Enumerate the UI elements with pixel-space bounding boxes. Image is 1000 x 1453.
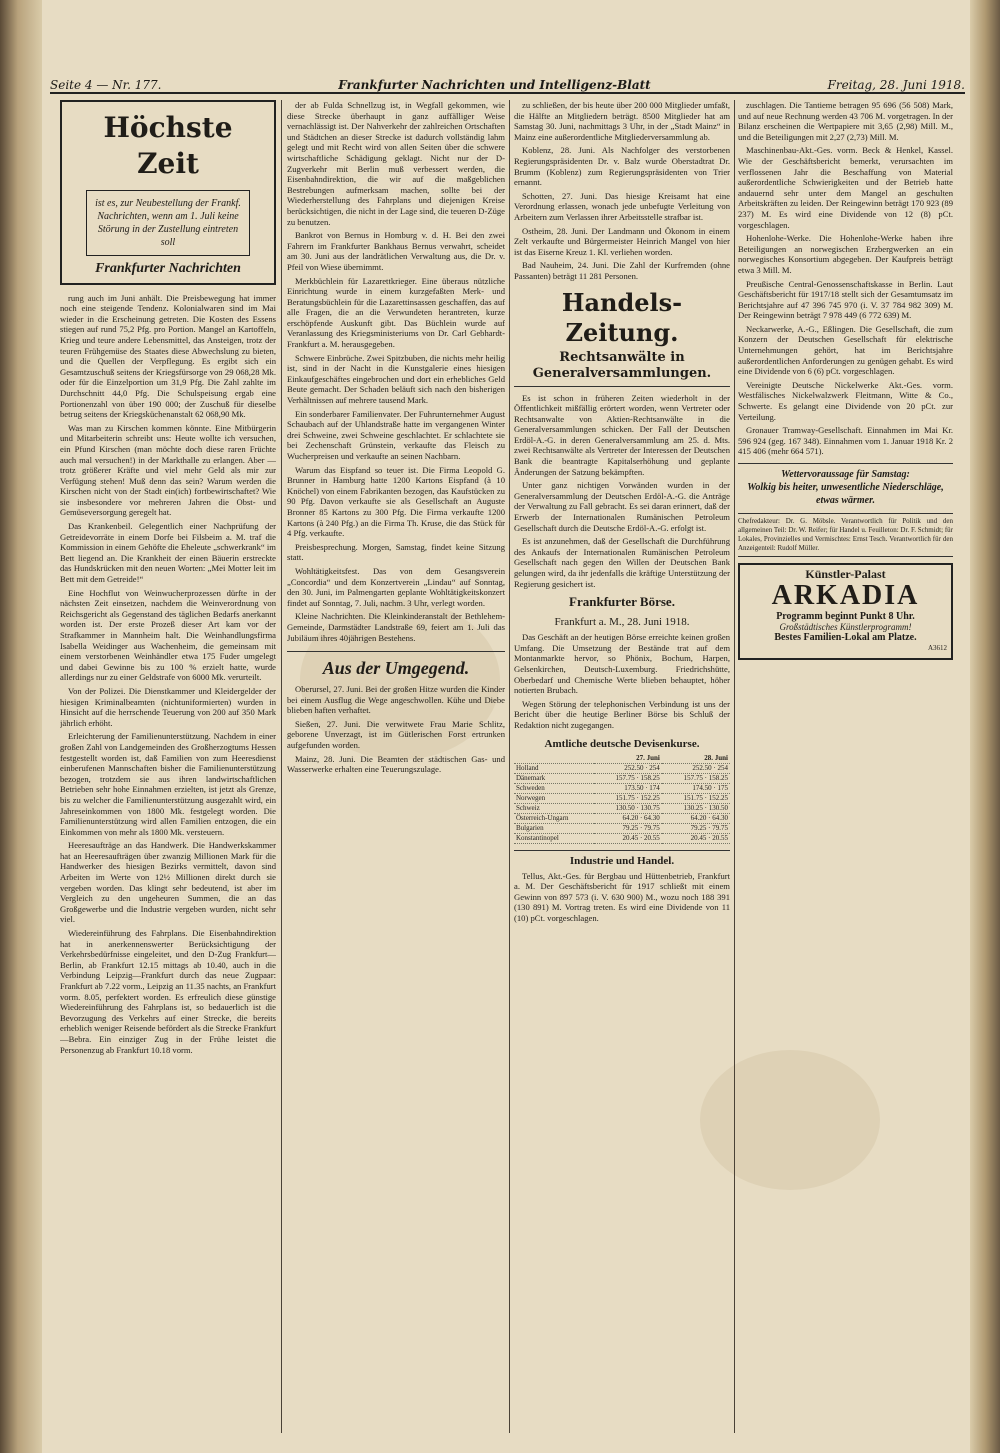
- article-paragraph: Preisbesprechung. Morgen, Samstag, findet keine Sitzung statt.: [287, 541, 505, 563]
- table-row: [514, 773, 730, 783]
- article-paragraph: Bad Nauheim, 24. Juni. Die Zahl der Kurfremden (ohne Passanten) beträgt 11 281 Personen.: [514, 260, 730, 281]
- header-masthead: Frankfurter Nachrichten und Intelligenz-Blatt: [338, 78, 651, 92]
- table-cell: 130.50 · 130.75: [594, 803, 662, 813]
- ad-program: Programm beginnt Punkt 8 Uhr.: [776, 610, 915, 622]
- article-paragraph: Wiedereinführung des Fahrplans. Die Eisenbahndirektion hat in anerkennenswerter Berücksichtigung der Verkehrsbedürfnisse eingeleitet, und den D-Zug Frankfurt—Berlin, ab Frankfurt 12.15 mittags ab 10.40, auch in die Verbindung Leipzig—Frankfurt durch das neue Zugpaar: Frankfurt ab 7.22 vorm., Leipzig an 11.35 nachts, an Frankfurt vorm. 8.05, perfektert worden. Es erfreulich diese günstige Wiedereinführung des Fahrplans ist, so bedauerlich ist die Bevorzugung des Verkehrs auf einer Strecke, die bereits erheblich weniger Reisende befördert als die Strecke Frankfurt—Bebra. Ein einziger Zug in der Frühe leistet die Personenzug ab Frankfurt 10.18 vorm.: [60, 928, 276, 1055]
- ad-tagline: Großstädtisches Künstlerprogramm!: [779, 622, 912, 633]
- table-cell: 157.75 · 158.25: [594, 773, 662, 783]
- article-paragraph: zu schließen, der bis heute über 200 000 Mitglieder umfaßt, die Hälfte an Mitgliedern beträgt. 8500 Mitglieder hat am Samstag 30. Juni, nachmittags 3 Uhr, in der „Stadt Mainz“ in Mainz eine außerordentliche Mitgliederversammlung ab.: [514, 100, 730, 142]
- table-cell: Norwegen: [514, 793, 594, 803]
- article-paragraph: Gronauer Tramway-Gesellschaft. Einnahmen im Mai Kr. 596 924 (geg. 167 348). Einnahmen vom 1. Januar 1918 Kr. 2 415 406 (mehr 664 571).: [738, 425, 953, 457]
- table-cell: 130.25 · 130.50: [662, 803, 730, 813]
- article-paragraph: Maschinenbau-Akt.-Ges. vorm. Beck & Henkel, Kassel. Wie der Geschäftsbericht bemerkt, verursachten im verflossenen Jahr die Beschaffung von Material außerordentliche Schwierigkeiten und der Betrieb hatte andauernd sehr unter dem Mangel an geschulten Arbeitskräften zu leiden. Der Reingewinn beträgt 170 923 (89 237) M. Es wird eine Dividende von 12 (8) pCt. vorgeschlagen.: [738, 145, 953, 230]
- table-cell: Schweiz: [514, 803, 594, 813]
- article-paragraph: Es ist anzunehmen, daß der Gesellschaft die Durchführung des Ankaufs der Internationalen Rumänischen Petroleum Gesellschaft nach gegen den Willen der Deutschen Bank gelungen wird, da ihr jedenfalls die kräftige Unterstützung der Regierung gesichert ist.: [514, 536, 730, 589]
- table-cell: Bulgarien: [514, 823, 594, 833]
- article-paragraph: Eine Hochflut von Weinwucherprozessen dürfte in der nächsten Zeit einsetzen, nachdem die Weinverordnung von Reichsgericht als Gegenstand des täglichen Bedarfs anerkannt worden ist. Der erste Prozeß dieser Art kam vor der Strafkammer in Mannheim halt. Die Weinhandlungsfirma Isabella Weidinger aus Wachenheim, die gemeinsam mit einem verstorbenen Weinhändler etwa 175 Fuder umgelegt und dabei Gewinne bis zu 100 % erzielt hatte, wurde allerdings nur zu einer Geldstrafe von 6000 Mk. verurteilt.: [60, 587, 276, 683]
- column-rule: [509, 100, 510, 1433]
- table-cell: 64.20 · 64.30: [594, 813, 662, 823]
- article-paragraph: Schotten, 27. Juni. Das hiesige Kreisamt hat eine Verordnung erlassen, wonach jede unbefugte Verleitung von Arbeitern zum Verlassen ihrer Arbeitsstelle strafbar ist.: [514, 190, 730, 222]
- article-paragraph: Kleine Nachrichten. Die Kleinkinderanstalt der Bethlehem-Gemeinde, Darmstädter Landstraße 69, feiert am 1. Juli das Jubiläum ihres 40jährigen Bestehens.: [287, 611, 505, 643]
- article-paragraph: Mainz, 28. Juni. Die Beamten der städtischen Gas- und Wasserwerke erhalten eine Teuerungszulage.: [287, 753, 505, 775]
- weather-forecast: [738, 463, 953, 507]
- article-paragraph: Heeresaufträge an das Handwerk. Die Handwerkskammer hat an Heeresaufträgen über zwanzig Millionen Mark für die Handwerker des hiesigen Bezirks vermittelt, davon sind Arbeiten im Werte von 12½ Millionen direkt durch sie vergeben worden. Das klingt sehr bedeutend, ist aber im Vergleich zu den ungeheuren Summen, die an das Großgewerbe und die Industrie vergeben wurden, nicht sehr viel.: [60, 840, 276, 925]
- article-paragraph: Tellus, Akt.-Ges. für Bergbau und Hüttenbetrieb, Frankfurt a. M. Der Geschäftsbericht für 1917 schließt mit einem Gewinn von 897 573 (i. V. 630 900) M., wozu noch 188 391 (130 891) M. Vortrag treten. Es wird eine Dividende von 11 (10) pCt. vorgeschlagen.: [514, 870, 730, 923]
- book-binding: [0, 0, 42, 1453]
- article-paragraph: Hohenlohe-Werke. Die Hohenlohe-Werke haben ihre Beteiligungen an norwegischen Erzbergwerken an ein norwegisches Konsortium abgegeben. Der Kaufpreis beträgt etwa 3 Mill. M.: [738, 233, 953, 275]
- industrie-heading: Industrie und Handel.: [514, 850, 730, 868]
- article-paragraph: Das Krankenbeil. Gelegentlich einer Nachprüfung der Getreidevorräte in einem Dorfe bei Filsbeim a. M. traf die Kommission in einem Gehöfte die Eheleute „schwerkrank“ im Bett liegend an. Die Krankheit der einen Bäuerin erstreckte das Hundskrücken mit den neuen Worten: „Mei Motter leit im Bett mit dem Getreide!“: [60, 521, 276, 585]
- devisen-table: [514, 754, 730, 844]
- table-cell: Holland: [514, 763, 594, 773]
- article-paragraph: Unter ganz nichtigen Vorwänden wurden in der Generalversammlung der Deutschen Erdöl-A.-G. die Anträge der Verwaltung zu Fall gebracht. Es sei daran erinnert, daß der Erwerb der Internationalen Rumänischen Petroleum Gesellschaft durch die Deutsche Erdöl-A.-G. erfolgt ist.: [514, 480, 730, 533]
- table-cell: Konstantinopel: [514, 833, 594, 843]
- article-paragraph: Merkbüchlein für Lazarettkrieger. Eine überaus nützliche Einrichtung wurde in einem kurzgefaßten Merk- und Beratungsbüchlein für die Lazarettinsassen geschaffen, das auf alle Fragen, die an die Verwundeten herantreten, kurze erschöpfende Auskunft gibt. Das Büchlein wurde auf Veranlassung des Kriegsministeriums von Dr. Carl Gebhardt-Frankfurt a. M. herausgegeben.: [287, 275, 505, 350]
- table-row: [514, 833, 730, 843]
- table-cell: 79.25 · 79.75: [662, 823, 730, 833]
- table-title: Amtliche deutsche Devisenkurse.: [544, 737, 700, 750]
- column-3: [514, 100, 730, 1433]
- column-rule: [281, 100, 282, 1433]
- table-cell: 151.75 · 152.25: [594, 793, 662, 803]
- table-cell: 157.75 · 158.25: [662, 773, 730, 783]
- article-paragraph: Es ist schon in früheren Zeiten wiederholt in der Öffentlichkeit mißfällig erörtert worden, wenn Vertreter oder Rechtsanwalte von Aktien-Rechtsanwälte in die Generalversammlungen schicken. Der Fall der Deutschen Erdöl-A.-G. in deren Generalversammlung am 25. d. Mts. zwei Rechtsanwälte als Vertreter der Interessen der Deutschen Bank die beantragte Kapitalserhöhung und geplante Änderungen der Satzung bekämpften.: [514, 392, 730, 477]
- article-paragraph: rung auch im Juni anhält. Die Preisbewegung hat immer noch eine steigende Tendenz. Kolonialwaren sind im Mai wieder in die Erscheinung getreten. Die Kosten des Essens stiegen auf rund 75,2 Pfg. pro Portion. Mangel an Kartoffeln, Krieg und teure andere Lebensmittel, das Ansteigen, trotz der teuren Frühgemüse des Staates diese Abwechslung zu bieten, und die Quellen der Verpflegung. Es ergibt sich ein Gesamtzuschuß seitens der Kriegsfürsorge von 29 068,28 Mk. oder für die Einzelportion um 31,9 Pfg. Die Zahl zahlte im Durchschnitt 44,0 Pfg. Die Schulspeisung ergab eine Portionenzahl von über 190 000; der Zuschuß für dieselbe betrug seitens der Kriegsküchenanstalt 62 068,90 Mk.: [60, 292, 276, 420]
- boerse-heading: Frankfurter Börse.: [569, 594, 675, 610]
- article-paragraph: Koblenz, 28. Juni. Als Nachfolger des verstorbenen Regierungspräsidenten Dr. v. Balz wurde Oberstadtrat Dr. Brumm (Koblenz) zum Regierungspräsidenten von Trier ernannt.: [514, 145, 730, 188]
- ad-slogan: Bestes Familien-Lokal am Platze.: [774, 631, 917, 643]
- section-heading-handels-zeitung: Handels-Zeitung.: [561, 287, 683, 347]
- page-header: [50, 72, 965, 94]
- ad-name: ARKADIA: [771, 579, 920, 611]
- table-cell: Österreich-Ungarn: [514, 813, 594, 823]
- article-paragraph: Ostheim, 28. Juni. Der Landmann und Ökonom in einem Zelt verkaufte und Bürgermeister Heinrich Mangel von hier ist das Eiserne Kreuz 1. Kl. verliehen worden.: [514, 225, 730, 257]
- column-rule: [734, 100, 735, 1433]
- article-paragraph: Warum das Eispfand so teuer ist. Die Firma Leopold G. Brunner in Hamburg hatte 1200 Kartons Eispfand (à 10 Knöchel) von einem Fabrikanten bezogen, das Kaufstücken zu 90 Pfg. Davon verkaufte sie als Gesellschaft an Auguste Bronner 85 Kartons zu 300 Pfg. Die Firma verkaufte 1200 Kartons (à 240 Pfg.) an die Firma Th. Kruse, die das Stück für 4 Pfg. verkaufte.: [287, 464, 505, 539]
- table-cell: 252.50 · 254: [594, 763, 662, 773]
- table-cell: 151.75 · 152.25: [662, 793, 730, 803]
- article-paragraph: Preußische Central-Genossenschaftskasse in Berlin. Laut Geschäftsbericht für 1917/18 stellt sich der Gesamtumsatz im Berichtsjahre auf 47 396 745 970 (i. V. 37 784 982 309) M. Der Reingewinn beträgt 7 978 449 (6 772 639) M.: [738, 278, 953, 321]
- boerse-date: Frankfurt a. M., 28. Juni 1918.: [554, 616, 690, 629]
- table-row: [514, 783, 730, 793]
- article-paragraph: Vereinigte Deutsche Nickelwerke Akt.-Ges. vorm. Westfälisches Nickelwalzwerk Fleitmann, Witte & Co., Schwerte. Es gelangt eine Dividende von 20 pCt. zur Verteilung.: [738, 379, 953, 422]
- article-paragraph: Sießen, 27. Juni. Die verwitwete Frau Marie Schlitz, geborene Unverzagt, ist im Gütlerischen Forst ertrunken aufgefunden worden.: [287, 718, 505, 751]
- table-cell: 173.50 · 174: [594, 783, 662, 793]
- table-cell: 64.20 · 64.30: [662, 813, 730, 823]
- article-paragraph: Von der Polizei. Die Dienstkammer und Kleidergelder der hiesigen Kriminalbeamten (nichtuniformierten) wurden in Hinsicht auf die herrschende Teuerung von 200 auf 350 Mark jährlich erhöht.: [60, 685, 276, 728]
- article-paragraph: Was man zu Kirschen kommen könnte. Eine Mitbürgerin und Mitarbeiterin schreibt uns: Heute wollte ich versuchen, ein Pfund Kirschen (man möchte doch diese raren Früchte auch mal versuchen!) in der Markthalle zu erlangen. Aber — trotz größerer Kräfte und viel mehr Geld als mir zur Verfügung stehen! Muß denn das sein? Warum werden die Kirschen nicht von der Stadt ein(ich) fortbewirtschaftet? Wie sie insbesondere vor mehreren Jahren die Obst- und Gemüseversorgung geregelt hat.: [60, 422, 276, 518]
- article-paragraph: Das Geschäft an der heutigen Börse erreichte keinen großen Umfang. Die Umsetzung der Bestände trat auf dem Montanmarkte hervor, so Phönix, Bochum, Harpen, Gelsenkirchen, Deutsch-Luxemburg. Friedrichshütte, Oberbedarf und Chemische Werte blieben behauptet, höher notierten Brubach.: [514, 632, 730, 696]
- table-row: [514, 763, 730, 773]
- weather-text: Wolkig bis heiter, unwesentliche Niederschläge, etwas wärmer.: [747, 482, 944, 506]
- article-paragraph: Neckarwerke, A.-G., Eßlingen. Die Gesellschaft, die zum Konzern der Deutschen Gesellschaft für elektrische Unternehmungen gehört, hat im Berichtsjahre außerordentlichen Anforderungen zu genügen gehabt. Es wird eine Dividende von 6 (6) pCt. vorgeschlagen.: [738, 323, 953, 377]
- article-paragraph: Wohltätigkeitsfest. Das von dem Gesangsverein „Concordia“ und dem Konzertverein „Lindau“ auf Sonntag, den 30. Juni, im Palmengarten geplante Wohltätigkeitskonzert findet auf Sonntag, 7. Juli, nachm. 3 Uhr, verlegt worden.: [287, 565, 505, 608]
- table-cell: 252.50 · 254: [662, 763, 730, 773]
- ad-code: A3612: [927, 644, 947, 653]
- ad-venue: Künstler-Palast: [805, 567, 886, 581]
- table-row: [514, 803, 730, 813]
- article-paragraph: zuschlagen. Die Tantieme betragen 95 696 (56 508) Mark, und auf neue Rechnung werden 43 706 M. vorgetragen. In der Bilanz erscheinen die Wertpapiere mit 3,65 (2,98) Mill. M., und die Beteiligungen mit 2,27 (2,73) Mill. M.: [738, 100, 953, 142]
- column-1: [60, 100, 276, 1433]
- subscription-ad: [60, 100, 276, 285]
- table-cell: 174.50 · 175: [662, 783, 730, 793]
- article-paragraph: Schwere Einbrüche. Zwei Spitzbuben, die nichts mehr heilig ist, sind in der Nacht in die Kunstgalerie eines hiesigen Einkaufgeschäftes eingebrochen und dort ein erhebliches Geld Beute gemacht. Der Schaden beläuft sich nach den bisherigen Verhältnissen auf mehrere tausend Mark.: [287, 352, 505, 406]
- header-date: Freitag, 28. Juni 1918.: [827, 78, 965, 92]
- section-heading-umgegend: Aus der Umgegend.: [287, 651, 505, 680]
- article-paragraph: Wegen Störung der telephonischen Verbindung ist uns der Bericht über die heutige Berliner Börse bis Schluß der Redaktion nicht zugegangen.: [514, 698, 730, 730]
- header-page-number: Seite 4 — Nr. 177.: [50, 78, 162, 92]
- table-cell: Schweden: [514, 783, 594, 793]
- ad-title: Höchste Zeit: [103, 111, 233, 180]
- impressum: Chefredakteur: Dr. G. Möbsle. Verantwortlich für Politik und den allgemeinen Teil: Dr. W. Reifer; für Handel u. Feuilleton: Dr. F. Schmidt; für Lokales, Provinzielles und Vermischtes: Ernst Tesch. Verantwortlich für den Anzeigenteil: Rudolf Müller.: [738, 513, 953, 557]
- article-paragraph: der ab Fulda Schnellzug ist, in Wegfall gekommen, wie diese Strecke überhaupt in ganz auffälliger Weise vernachlässigt ist. Der Nahverkehr der zahlreichen Ortschaften und Städtchen an dieser Strecke ist dadurch vollständig lahm gelegt und mit Recht wird von allen Seiten über die schwere wirtschaftliche Schädigung geklagt. Nicht nur der D-Zugverkehr mit Berlin muß verbessert werden, die Eisenbahndirektion, die wir auf die maßgeblichen Bestrebungen aufmerksam machen, sollte bei der Wiederherstellung des Fahrplans und diejenigen Kreise berücksichtigen, die nicht in der Lage sind, die teueren D-Züge zu benutzen.: [287, 100, 505, 227]
- table-header-cell: 28. Juni: [662, 754, 730, 764]
- article-paragraph: Erleichterung der Familienunterstützung. Nachdem in einer großen Zahl von Landgemeinden des Großherzogtums Hessen festgestellt worden ist, daß Familien von zum Heeresdienst einberufenen Mannschaften bisher die Familienunterstützung bezogen, trotzdem sie aus ihren landwirtschaftlichen Betrieben sehr hohe Einnahmen erzielten, ist jetzt als Grenze, bis zu welcher die Familienunterstützung ausgezahlt wird, ein Jahreseinkommen von 1800 Mk. festgelegt worden. Die Familienunterstützung wird allen Familien entzogen, die ein Einkommen von mehr als 1800 Mk. versteuern.: [60, 731, 276, 837]
- table-cell: 79.25 · 79.75: [594, 823, 662, 833]
- weather-title: Wettervoraussage für Samstag:: [781, 469, 910, 480]
- table-cell: Dänemark: [514, 773, 594, 783]
- article-paragraph: Ein sonderbarer Familienvater. Der Fuhrunternehmer August Schaubach auf der Uhlandstraße hatte im vergangenen Winter drei Schweine, zwei Schweine geschlachtet. Er schlachtete sie bei Zechenschaft Grünstein, verkaufte das Fleisch zu Wucherpreisen und verkaufte an seinen Nachbarn.: [287, 408, 505, 461]
- article-paragraph: Bankrot von Bernus in Homburg v. d. H. Bei den zwei Fahrern im Frankfurter Bankhaus Bernus verwahrt, scheidet am 30. Juni aus der landrätlichen Verwaltung aus, die Dr. v. Pfeil von Wiese übernimmt.: [287, 230, 505, 272]
- ad-box-text: ist es, zur Neubestellung der Frankf. Nachrichten, wenn am 1. Juli keine Störung in der Zustellung eintreten soll: [86, 190, 250, 256]
- column-4: [738, 100, 953, 1433]
- table-header-cell: [514, 754, 594, 764]
- table-row: [514, 813, 730, 823]
- arkadia-ad: [738, 563, 953, 660]
- table-header-row: [514, 754, 730, 764]
- table-cell: 20.45 · 20.55: [662, 833, 730, 843]
- column-2: [287, 100, 505, 1433]
- article-paragraph: Oberursel, 27. Juni. Bei der großen Hitze wurden die Kinder bei einem Ausflug die Wege angeschwollen. Kühe und Diebe blieben haften verhaftet.: [287, 684, 505, 716]
- table-header-cell: 27. Juni: [594, 754, 662, 764]
- page-edge: [970, 0, 1000, 1453]
- table-cell: 20.45 · 20.55: [594, 833, 662, 843]
- table-row: [514, 823, 730, 833]
- section-subheading: Rechtsanwälte in Generalversammlungen.: [514, 350, 730, 387]
- ad-footer: Frankfurter Nachrichten: [95, 261, 241, 276]
- table-row: [514, 793, 730, 803]
